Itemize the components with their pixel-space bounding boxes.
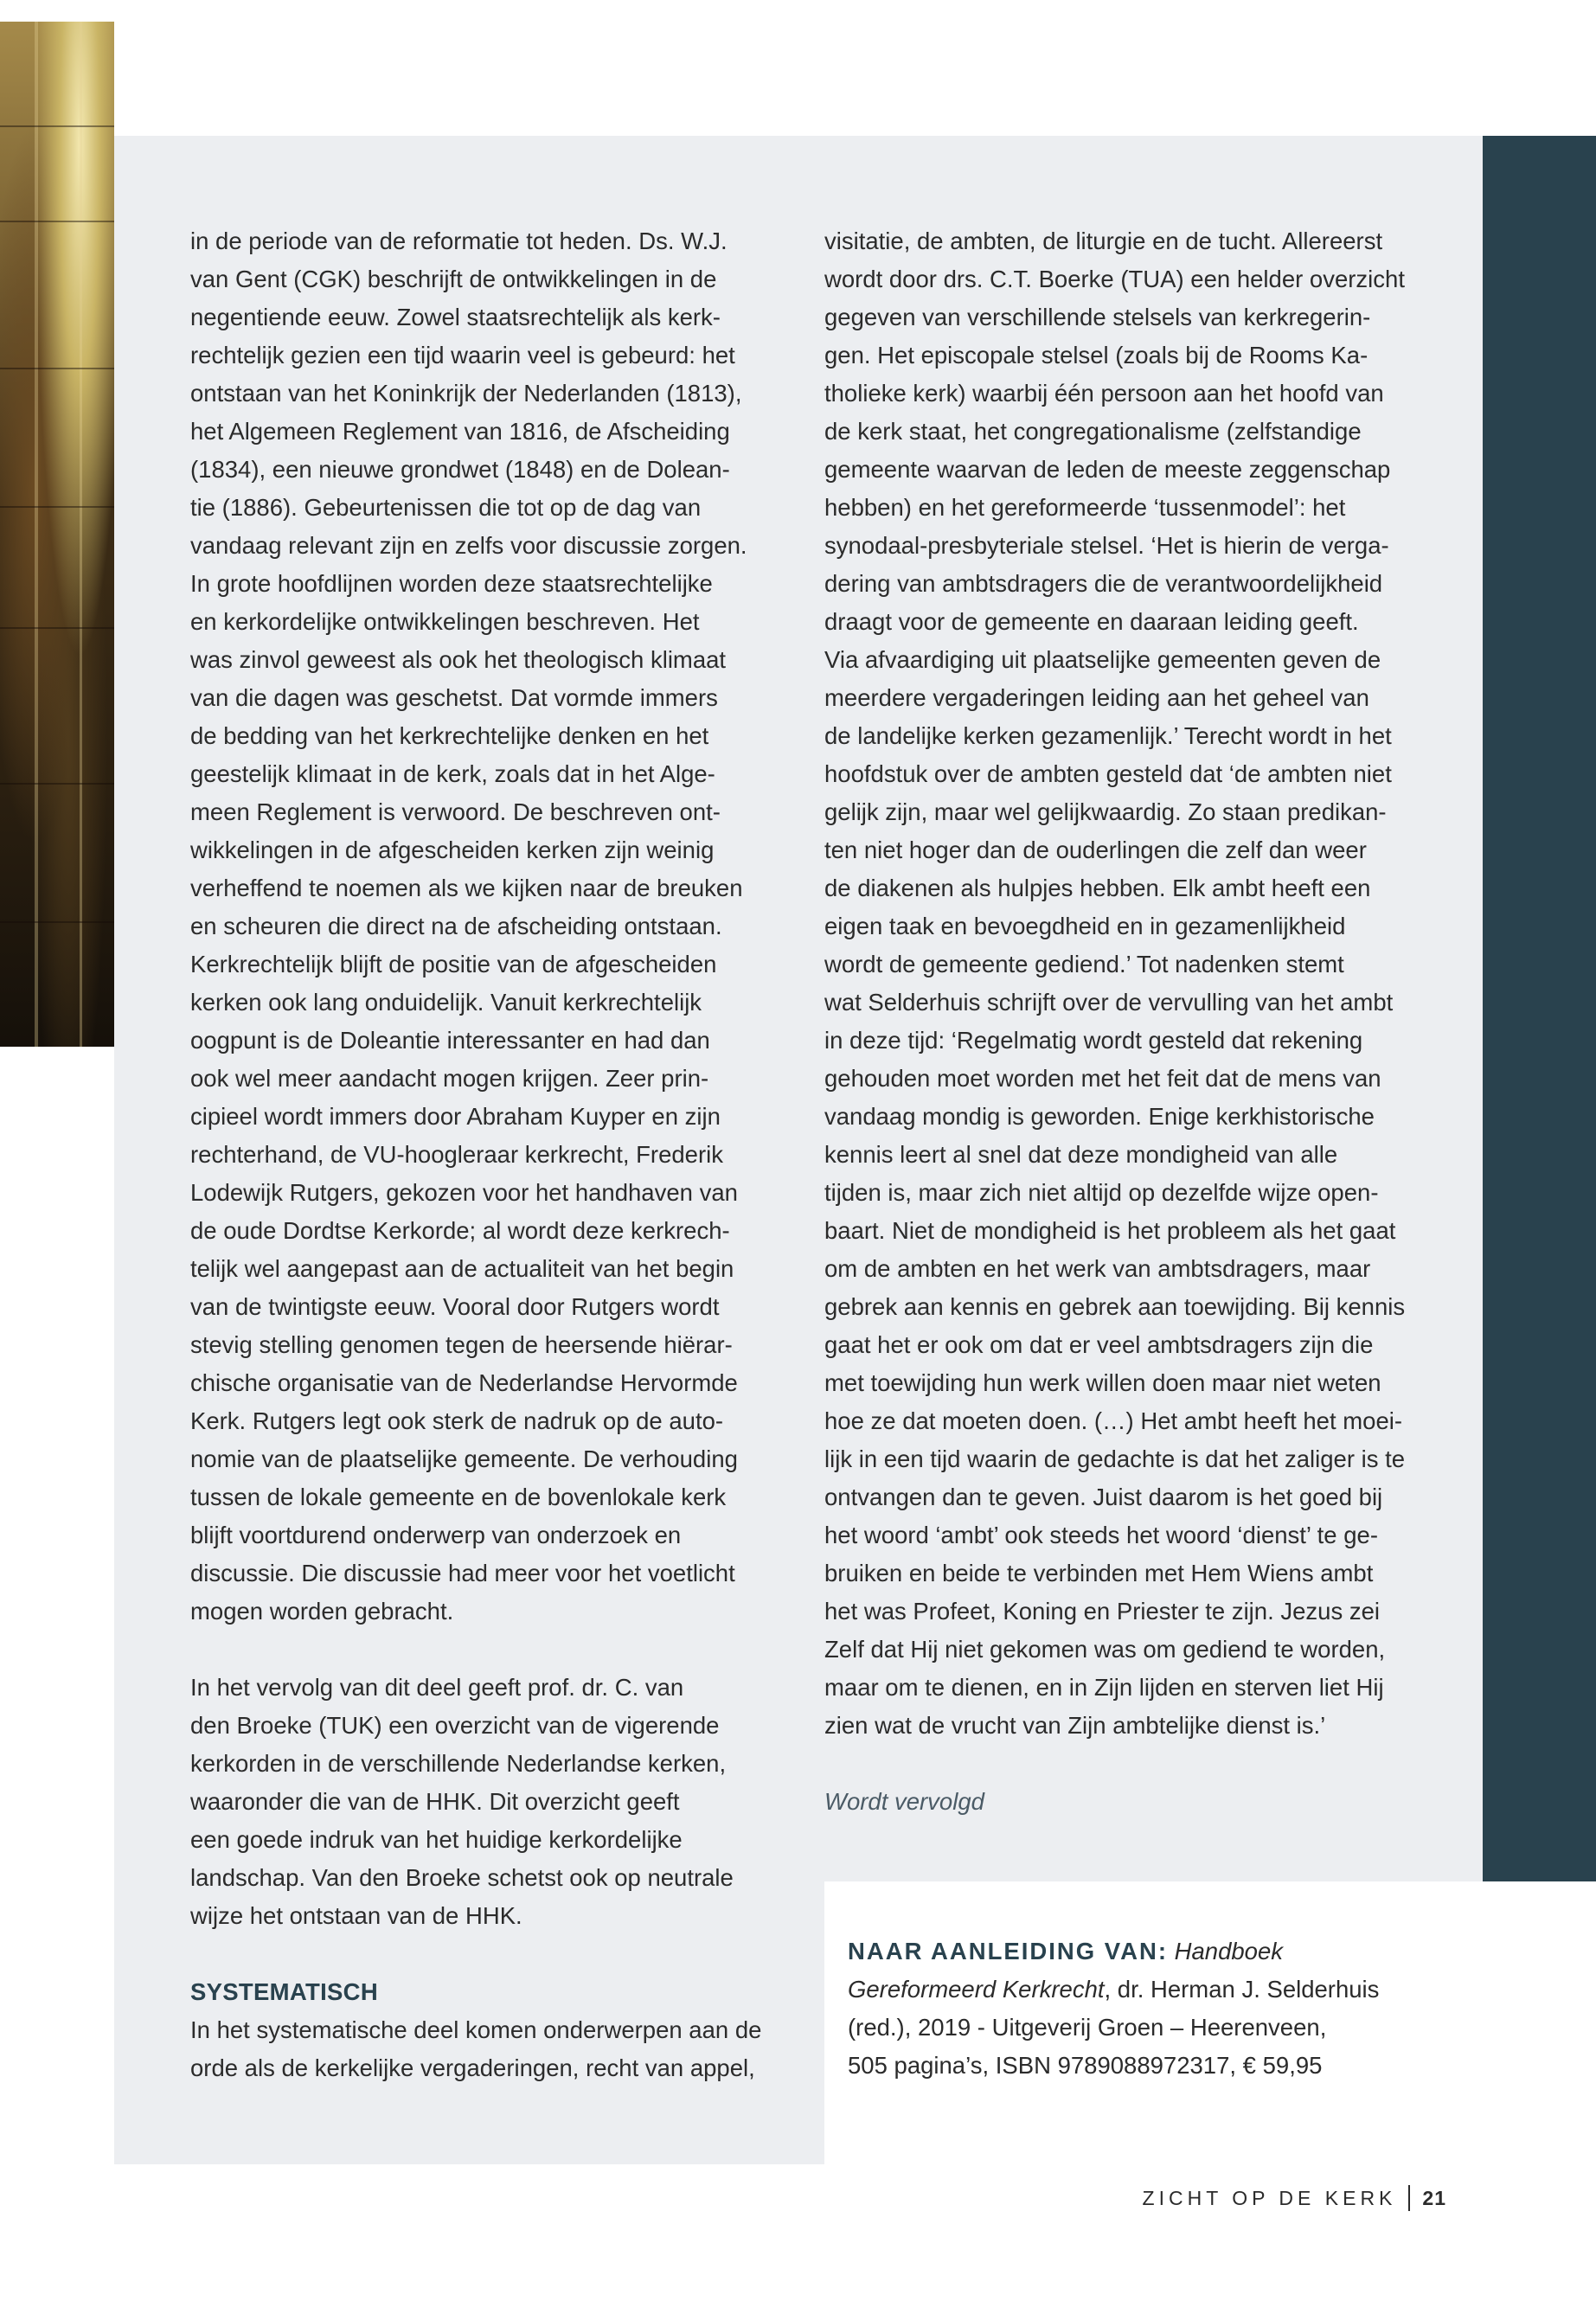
paragraph: In het systematische deel komen onderwerpen aan de orde als de kerkelijke vergaderingen, recht van appel, <box>190 2016 762 2081</box>
book-details: , dr. Herman J. Selderhuis (red.), 2019 - Uitgeverij Groen – Heerenveen, 505 pagina’s, ISBN 9789088972317, € 59,95 <box>848 1976 1380 2079</box>
right-column <box>824 222 1430 1821</box>
left-column <box>190 222 796 2087</box>
section-heading: SYSTEMATISCH <box>190 1978 378 2005</box>
page-number: 21 <box>1422 2187 1446 2209</box>
paragraph: visitatie, de ambten, de liturgie en de tucht. Allereerst wordt door drs. C.T. Boerke (TUA) een helder overzicht gegeven van verschillende stelsels van kerkregerin- gen. Het episcopale stelsel (zoals bij de Rooms Ka- tholieke kerk) waarbij één persoon aan het hoofd van de kerk staat, het congregationalisme (zelfstandige gemeente waarvan de leden de meeste zeggenschap hebben) en het gereformeerde ‘tussenmodel’: het synodaal-presbyteriale stelsel. ‘Het is hierin de verga- dering van ambtsdragers die de verantwoordelijkheid draagt voor de gemeente en daaraan leiding geeft. Via afvaardiging uit plaatselijke gemeenten geven de meerdere vergaderingen leiding aan het geheel van de landelijke kerken gezamenlijk.’ Terecht wordt in het hoofdstuk over de ambten gesteld dat ‘de ambten niet gelijk zijn, maar wel gelijkwaardig. Zo staan predikan- ten niet hoger dan de ouderlingen die zelf dan weer de diakenen als hulpjes hebben. Elk ambt heeft een eigen taak en bevoegdheid en in gezamenlijkheid wordt de gemeente gediend.’ Tot nadenken stemt wat Selderhuis schrijft over de vervulling van het ambt in deze tijd: ‘Regelmatig wordt gesteld dat rekening gehouden moet worden met het feit dat de mens van vandaag mondig is geworden. Enige kerkhistorische kennis leert al snel dat deze mondigheid van alle tijden is, maar zich niet altijd op dezelfde wijze open- baart. Niet de mondigheid is het probleem als het gaat om de ambten en het werk van ambtsdragers, maar gebrek aan kennis en gebrek aan toewijding. Bij kennis gaat het er ook om dat er veel ambtsdragers zijn die met toewijding hun werk willen doen maar niet weten hoe ze dat moeten doen. (…) Het ambt heeft het moei- lijk in een tijd waarin de gedachte is dat het zaliger is te ontvangen dan te geven. Juist daarom is het goed bij het woord ‘ambt’ ook steeds het woord ‘dienst’ te ge- bruiken en beide te verbinden met Hem Wiens ambt het was Profeet, Koning en Priester te zijn. Jezus zei Zelf dat Hij niet gekomen was om gediend te worden, maar om te dienen, en in Zijn lijden en sterven liet Hij zien wat de vrucht van Zijn ambtelijke dienst is.’ <box>824 228 1406 1739</box>
paragraph: in de periode van de reformatie tot heden. Ds. W.J. van Gent (CGK) beschrijft de ontwikkelingen in de negentiende eeuw. Zowel staatsrechtelijk als kerk- rechtelijk gezien een tijd waarin veel is gebeurd: het ontstaan van het Koninkrijk der Nederlanden (1813), het Algemeen Reglement van 1816, de Afscheiding (1834), een nieuwe grondwet (1848) en de Dolean- tie (1886). Gebeurtenissen die tot op de dag van vandaag relevant zijn en zelfs voor discussie zorgen. In grote hoofdlijnen worden deze staatsrechtelijke en kerkordelijke ontwikkelingen beschreven. Het was zinvol geweest als ook het theologisch klimaat van die dagen was geschetst. Dat vormde immers de bedding van het kerkrechtelijke denken en het geestelijk klimaat in de kerk, zoals dat in het Alge- meen Reglement is verwoord. De beschreven ont- wikkelingen in de afgescheiden kerken zijn weinig verheffend te noemen als we kijken naar de breuken en scheuren die direct na de afscheiding ontstaan. Kerkrechtelijk blijft de positie van de afgescheiden kerken ook lang onduidelijk. Vanuit kerkrechtelijk oogpunt is de Doleantie interessanter en had dan ook wel meer aandacht mogen krijgen. Zeer prin- cipieel wordt immers door Abraham Kuyper en zijn rechterhand, de VU-hoogleraar kerkrecht, Frederik Lodewijk Rutgers, gekozen voor het handhaven van de oude Dordtse Kerkorde; al wordt deze kerkrech- telijk wel aangepast aan de actualiteit van het begin van de twintigste eeuw. Vooral door Rutgers wordt stevig stelling genomen tegen de heersende hiërar- chische organisatie van de Nederlandse Hervormde Kerk. Rutgers legt ook sterk de nadruk op de auto- nomie van de plaatselijke gemeente. De verhouding tussen de lokale gemeente en de bovenlokale kerk blijft voortdurend onderwerp van onderzoek en discussie. Die discussie had meer voor het voetlicht mogen worden gebracht. <box>190 228 747 1625</box>
magazine-name: ZICHT OP DE KERK <box>1142 2187 1397 2209</box>
paragraph: In het vervolg van dit deel geeft prof. dr. C. van den Broeke (TUK) een overzicht van de vigerende kerkorden in de verschillende Nederlandse kerken, waaronder die van de HHK. Dit overzicht geeft een goede indruk van het huidige kerkordelijke landschap. Van den Broeke schetst ook op neutrale wijze het ontstaan van de HHK. <box>190 1674 734 1929</box>
accent-bar <box>1483 136 1596 1881</box>
source-reference <box>848 1932 1453 2085</box>
continued-note: Wordt vervolgd <box>824 1788 984 1815</box>
painting-image <box>0 22 114 1047</box>
book-title: Handboek Gereformeerd Kerkrecht <box>848 1938 1284 2003</box>
footer-divider <box>1408 2185 1410 2211</box>
source-label: NAAR AANLEIDING VAN: <box>848 1938 1168 1965</box>
page-footer <box>1143 2185 1446 2211</box>
